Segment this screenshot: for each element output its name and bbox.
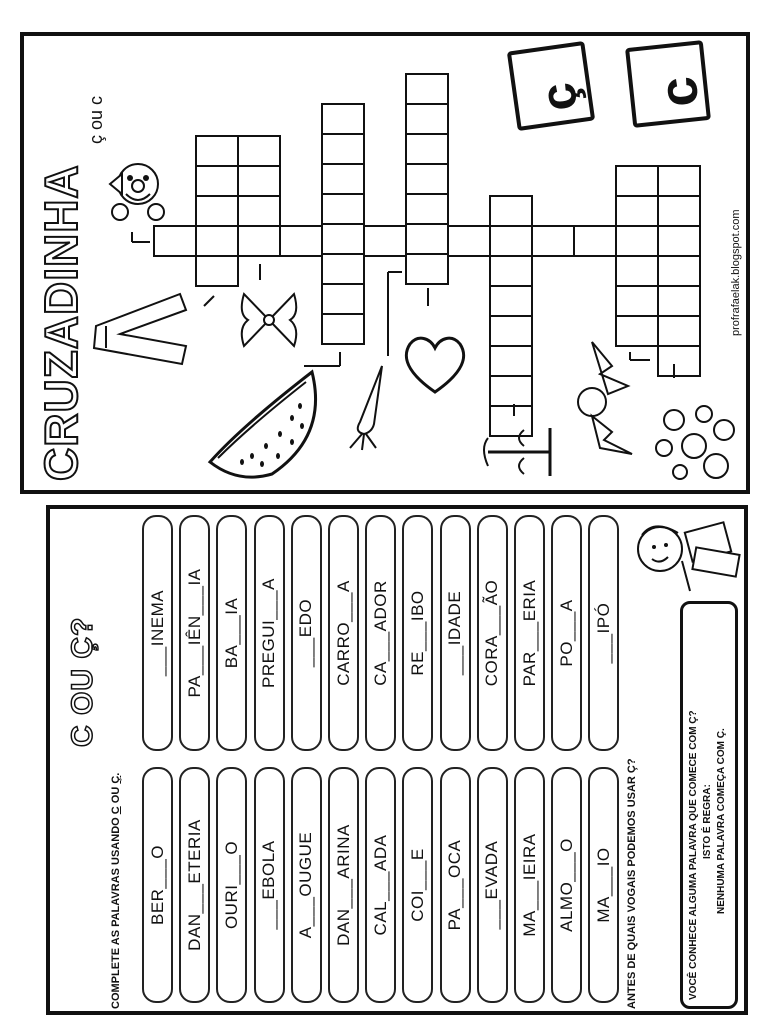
left-word-pill[interactable] [588, 767, 619, 1003]
word-text: CAL___ADA [370, 834, 390, 936]
crossword-cell[interactable] [196, 166, 238, 196]
crossword-cell[interactable] [490, 376, 532, 406]
crossword-panel [20, 32, 750, 494]
right-word-pill[interactable] [402, 515, 433, 751]
crossword-cell[interactable] [280, 226, 322, 256]
crossword-cell[interactable] [196, 136, 238, 166]
word-text: CARRO___A [333, 580, 353, 686]
instruction-cc: Ç [110, 775, 122, 784]
word-text: BA___IA [221, 597, 241, 669]
crossword-cell[interactable] [196, 256, 238, 286]
word-text: ___EBOLA [259, 840, 279, 930]
letter-cedilha: ç [528, 79, 589, 115]
word-text: ___INEMA [147, 589, 167, 677]
crossword-cell[interactable] [364, 226, 406, 256]
word-text: CA___ADOR [370, 580, 390, 686]
crossword-cell[interactable] [406, 134, 448, 164]
left-word-pill[interactable] [328, 767, 359, 1003]
left-word-pill[interactable] [142, 767, 173, 1003]
crossword-cell[interactable] [322, 254, 364, 284]
clown-icon [102, 140, 174, 224]
left-word-pill[interactable] [216, 767, 247, 1003]
right-word-pill[interactable] [477, 515, 508, 751]
crossword-cell[interactable] [322, 104, 364, 134]
crossword-cell[interactable] [238, 226, 280, 256]
word-text: ALMO___O [556, 838, 576, 932]
bubble-line-2: ISTO É REGRA: [702, 784, 713, 859]
right-word-pill[interactable] [254, 515, 285, 751]
right-word-pill[interactable] [179, 515, 210, 751]
clue-arrow [204, 296, 214, 306]
crossword-cell[interactable] [322, 164, 364, 194]
crossword-cell[interactable] [322, 314, 364, 344]
crossword-cell[interactable] [322, 224, 364, 254]
crossword-cell[interactable] [658, 166, 700, 196]
crossword-cell[interactable] [658, 256, 700, 286]
word-text: COI___E [407, 848, 427, 922]
crossword-cell[interactable] [490, 346, 532, 376]
crossword-cell[interactable] [406, 104, 448, 134]
crossword-cell[interactable] [448, 226, 490, 256]
crossword-cell[interactable] [406, 194, 448, 224]
bubble-line-3: NENHUMA PALAVRA COMEÇA COM Ç. [716, 728, 727, 914]
crossword-cell[interactable] [490, 196, 532, 226]
right-word-pill[interactable] [216, 515, 247, 751]
word-text: PO___A [556, 599, 576, 667]
crossword-cell[interactable] [196, 226, 238, 256]
bubble-line-1: VOCÊ CONHECE ALGUMA PALAVRA QUE COMECE COM Ç? [688, 710, 699, 1000]
instruction-text [110, 773, 122, 1009]
word-text: MA___IEIRA [519, 833, 539, 937]
bat-icon [552, 336, 646, 460]
crossword-cell[interactable] [322, 194, 364, 224]
word-text: ___IDADE [445, 590, 465, 676]
left-word-pill[interactable] [440, 767, 471, 1003]
crossword-cell[interactable] [490, 256, 532, 286]
word-text: ___IPÓ [593, 602, 613, 664]
crossword-cell[interactable] [616, 226, 658, 256]
crossword-cell[interactable] [322, 284, 364, 314]
right-word-pill[interactable] [328, 515, 359, 751]
crossword-cell[interactable] [196, 196, 238, 226]
right-word-pill[interactable] [142, 515, 173, 751]
word-text: PREGUI___A [259, 578, 279, 688]
crossword-cell[interactable] [532, 226, 574, 256]
crossword-cell[interactable] [490, 226, 532, 256]
crossword-cell[interactable] [616, 166, 658, 196]
dust-cloud-icon [644, 400, 740, 486]
left-word-pill[interactable] [254, 767, 285, 1003]
instruction-prefix: COMPLETE AS PALAVRAS USANDO [110, 814, 122, 1009]
word-text: ___EVADA [482, 840, 502, 930]
crossword-cell[interactable] [490, 286, 532, 316]
question-text: ANTES DE QUAIS VOGAIS PODEMOS USAR Ç? [626, 758, 638, 1009]
crossword-cell[interactable] [406, 254, 448, 284]
instruction-suffix: . [110, 772, 122, 776]
word-text: DAN___ETERIA [184, 819, 204, 951]
crossword-cell[interactable] [154, 226, 196, 256]
credit-text: profrafaelak.blogspot.com [730, 209, 742, 336]
word-text: MA___IO [593, 847, 613, 923]
crossword-cell[interactable] [574, 226, 616, 256]
left-word-pill[interactable] [365, 767, 396, 1003]
crossword-cell[interactable] [658, 346, 700, 376]
left-word-pill[interactable] [551, 767, 582, 1003]
instruction-mid: OU [110, 783, 122, 807]
word-text: ___EDO [296, 598, 316, 668]
word-text: PA___OCA [445, 839, 465, 931]
right-word-pill[interactable] [551, 515, 582, 751]
heart-icon [400, 332, 470, 398]
crossword-cell[interactable] [658, 316, 700, 346]
worksheet-title: C OU Ç? [66, 616, 99, 747]
crossword-cell[interactable] [406, 164, 448, 194]
left-word-pill[interactable] [179, 767, 210, 1003]
carrot-icon [336, 362, 392, 452]
crossword-subtitle: ç ou c [86, 95, 106, 144]
letter-c: c [647, 73, 711, 110]
crossword-cell[interactable] [658, 226, 700, 256]
right-word-pill[interactable] [365, 515, 396, 751]
right-word-pill[interactable] [291, 515, 322, 751]
crossword-cell[interactable] [406, 224, 448, 254]
crossword-cell[interactable] [406, 74, 448, 104]
word-text: PA___IÊN___IA [184, 568, 204, 698]
left-word-pill[interactable] [402, 767, 433, 1003]
crossword-cell[interactable] [616, 286, 658, 316]
crossword-cell[interactable] [616, 256, 658, 286]
crossword-cell[interactable] [238, 196, 280, 226]
letter-box-cedilha [507, 41, 595, 131]
right-word-pill[interactable] [440, 515, 471, 751]
word-text: A___OUGUE [296, 831, 316, 939]
rule-speech-bubble [680, 601, 738, 1009]
crossword-cell[interactable] [658, 196, 700, 226]
crossword-cell[interactable] [490, 316, 532, 346]
crossword-cell[interactable] [658, 286, 700, 316]
letter-box-c [625, 40, 711, 128]
left-word-pill[interactable] [477, 767, 508, 1003]
crossword-title: CRUZADINHA [35, 164, 87, 481]
scale-icon [480, 418, 556, 486]
right-word-pill[interactable] [588, 515, 619, 751]
word-text: OURI___O [221, 840, 241, 930]
pants-icon [90, 286, 190, 370]
crossword-cell[interactable] [238, 166, 280, 196]
word-text: BER___O [147, 844, 167, 926]
boy-with-books-icon [624, 511, 748, 599]
crossword-cell[interactable] [616, 196, 658, 226]
right-word-pill[interactable] [514, 515, 545, 751]
bow-icon [236, 284, 302, 356]
crossword-cell[interactable] [238, 136, 280, 166]
left-word-pill[interactable] [514, 767, 545, 1003]
left-word-pill[interactable] [291, 767, 322, 1003]
instruction-c: C [110, 806, 122, 815]
word-text: PAR___ERIA [519, 579, 539, 687]
word-text: DAN___ARINA [333, 824, 353, 946]
word-text: RE___IBO [407, 590, 427, 676]
worksheet-panel [46, 505, 748, 1015]
crossword-cell[interactable] [322, 134, 364, 164]
word-text: CORA___ÃO [482, 579, 502, 687]
watermelon-icon [202, 366, 326, 486]
